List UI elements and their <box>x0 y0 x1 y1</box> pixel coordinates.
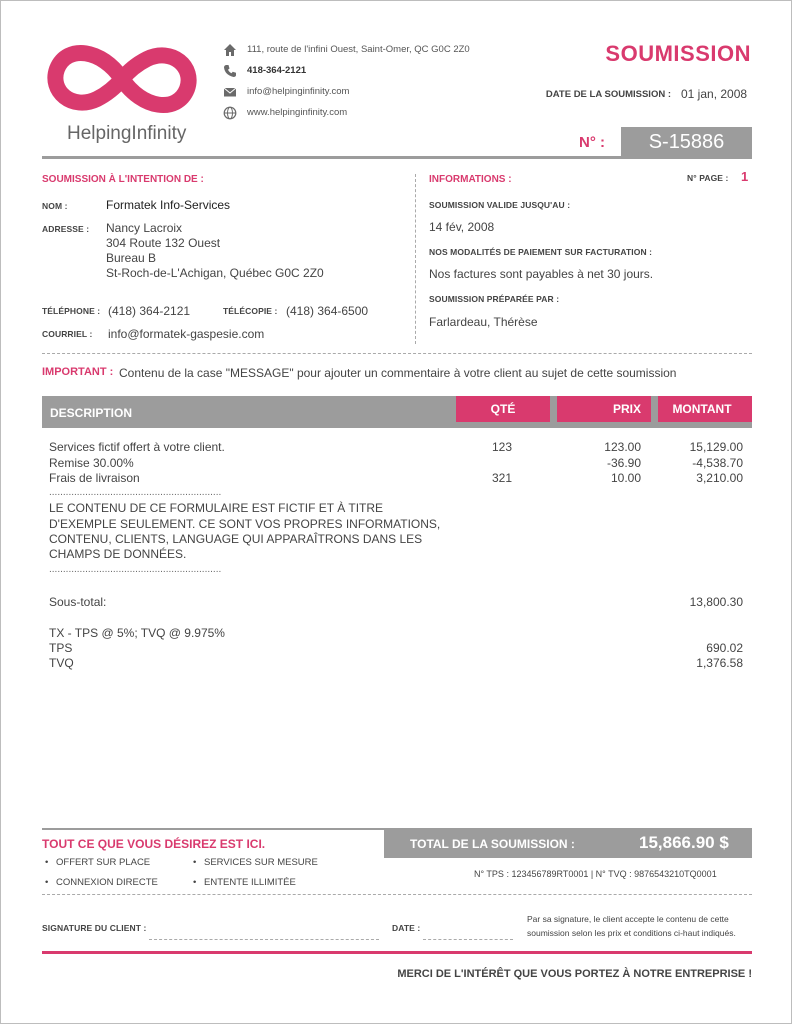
notice-dots-top: .............................................................. <box>49 487 222 498</box>
col-amount-header: MONTANT <box>672 402 732 416</box>
col-price-header: PRIX <box>612 402 641 416</box>
footer-accent-rule <box>42 951 752 954</box>
total-value: 15,866.90 $ <box>639 833 729 852</box>
total-label: TOTAL DE LA SOUMISSION : <box>410 837 575 851</box>
quote-number-label: N° : <box>579 134 605 151</box>
signature-line[interactable] <box>149 939 379 940</box>
bullet-item-text: CONNEXION DIRECTE <box>56 877 158 888</box>
phone-icon <box>223 64 237 78</box>
row-price: 123.00 <box>604 440 641 454</box>
notice-line-3: CONTENU, CLIENTS, LANGUAGE QUI APPARAÎTRONS DANS LES <box>49 532 423 546</box>
col-qty-header: QTÉ <box>490 402 516 416</box>
client-name: Formatek Info-Services <box>106 198 231 212</box>
bullet-item-text: OFFERT SUR PLACE <box>56 857 151 868</box>
col-description-header: DESCRIPTION <box>50 406 133 420</box>
row-description: Services fictif offert à votre client. <box>49 440 225 454</box>
quote-number-value: S-15886 <box>648 131 725 153</box>
notice-line-4: CHAMPS DE DONNÉES. <box>49 547 187 561</box>
quote-date-value: 01 jan, 2008 <box>681 87 748 101</box>
company-phone: 418-364-2121 <box>247 65 307 76</box>
envelope-icon <box>223 85 237 99</box>
row-description: Frais de livraison <box>49 471 140 485</box>
quote-date-label: DATE DE LA SOUMISSION : <box>545 89 671 100</box>
row-qty: 321 <box>491 471 512 485</box>
home-icon <box>223 43 237 57</box>
tps-value: 690.02 <box>706 641 743 655</box>
row-qty: 123 <box>491 440 512 454</box>
infinity-hands-logo-icon <box>47 39 197 119</box>
important-label: IMPORTANT : <box>42 366 114 378</box>
client-address-line-2: 304 Route 132 Ouest <box>106 236 221 250</box>
tvq-label: TVQ <box>49 656 74 670</box>
client-address-line-4: St-Roch-de-L'Achigan, Québec G0C 2Z0 <box>106 266 324 280</box>
payment-terms-label: NOS MODALITÉS DE PAIEMENT SUR FACTURATION : <box>429 247 653 257</box>
logo-text: HelpingInfinity <box>67 123 187 144</box>
row-amount: 3,210.00 <box>696 471 743 485</box>
bullet-item: • <box>193 857 197 868</box>
document-title: SOUMISSION <box>605 41 751 66</box>
client-phone-label: TÉLÉPHONE : <box>42 306 101 316</box>
signature-date-label: DATE : <box>392 923 421 933</box>
important-text: Contenu de la case "MESSAGE" pour ajouter un commentaire à votre client au sujet de cette soumission <box>119 366 677 380</box>
client-fax-label: TÉLÉCOPIE : <box>223 306 278 316</box>
company-email[interactable]: info@helpinginfinity.com <box>247 86 350 97</box>
subtotal-label: Sous-total: <box>49 595 107 609</box>
row-price: -36.90 <box>606 456 641 470</box>
company-logo <box>47 39 197 149</box>
valid-until-label: SOUMISSION VALIDE JUSQU'AU : <box>429 200 571 210</box>
signature-date-line[interactable] <box>423 939 513 940</box>
valid-until-value: 14 fév, 2008 <box>429 220 495 234</box>
tvq-value: 1,376.58 <box>696 656 743 670</box>
notice-line-1: LE CONTENU DE CE FORMULAIRE EST FICTIF ET À TITRE <box>49 501 384 515</box>
client-section-title: SOUMISSION À L'INTENTION DE : <box>42 174 204 185</box>
thank-you-message: MERCI DE L'INTÉRÊT QUE VOUS PORTEZ À NOTRE ENTREPRISE ! <box>397 968 752 980</box>
notice-dots-bottom: .............................................................. <box>49 564 222 575</box>
bullet-item: • <box>45 857 49 868</box>
subtotal-value: 13,800.30 <box>689 595 743 609</box>
company-website[interactable]: www.helpinginfinity.com <box>247 107 348 118</box>
client-name-label: NOM : <box>42 201 68 211</box>
notice-line-2: D'EXEMPLE SEULEMENT. CE SONT VOS PROPRES INFORMATIONS, <box>49 517 441 531</box>
agreement-line-1: Par sa signature, le client accepte le contenu de cette <box>527 914 729 924</box>
bullet-item-text: SERVICES SUR MESURE <box>204 857 318 868</box>
bullet-item: • <box>45 877 49 888</box>
signature-label: SIGNATURE DU CLIENT : <box>42 923 147 933</box>
prepared-by-label: SOUMISSION PRÉPARÉE PAR : <box>429 294 560 304</box>
info-bottom-divider <box>42 353 752 354</box>
tax-registration-numbers: N° TPS : 123456789RT0001 | N° TVQ : 9876543210TQ0001 <box>474 869 717 879</box>
client-fax: (418) 364-6500 <box>286 304 369 318</box>
page-number-label: N° PAGE : <box>687 173 729 183</box>
client-email: info@formatek-gaspesie.com <box>108 327 265 341</box>
slogan: TOUT CE QUE VOUS DÉSIREZ EST ICI. <box>42 837 266 851</box>
client-address-line-3: Bureau B <box>106 251 157 265</box>
client-phone: (418) 364-2121 <box>108 304 191 318</box>
tax-description: TX - TPS @ 5%; TVQ @ 9.975% <box>49 626 225 640</box>
info-section-title: INFORMATIONS : <box>429 174 512 185</box>
bullet-item-text: ENTENTE ILLIMITÉE <box>204 877 296 888</box>
header-divider <box>42 156 752 159</box>
bullet-item: • <box>193 877 197 888</box>
agreement-line-2: soumission selon les prix et conditions ci-haut indiqués. <box>527 928 736 938</box>
tps-label: TPS <box>49 641 73 655</box>
footer-mid-divider <box>42 894 752 895</box>
prepared-by-value: Farlardeau, Thérèse <box>429 315 538 329</box>
company-address: 111, route de l'infini Ouest, Saint-Omer, QC G0C 2Z0 <box>247 44 470 55</box>
page-number-value: 1 <box>741 169 749 184</box>
row-amount: 15,129.00 <box>689 440 743 454</box>
globe-icon <box>223 106 237 120</box>
payment-terms-value: Nos factures sont payables à net 30 jours. <box>429 267 654 281</box>
client-address-line-1: Nancy Lacroix <box>106 221 183 235</box>
row-description: Remise 30.00% <box>49 456 134 470</box>
client-address-label: ADRESSE : <box>42 224 90 234</box>
row-amount: -4,538.70 <box>692 456 743 470</box>
row-price: 10.00 <box>610 471 641 485</box>
section-vertical-divider <box>415 174 416 344</box>
client-email-label: COURRIEL : <box>42 329 93 339</box>
